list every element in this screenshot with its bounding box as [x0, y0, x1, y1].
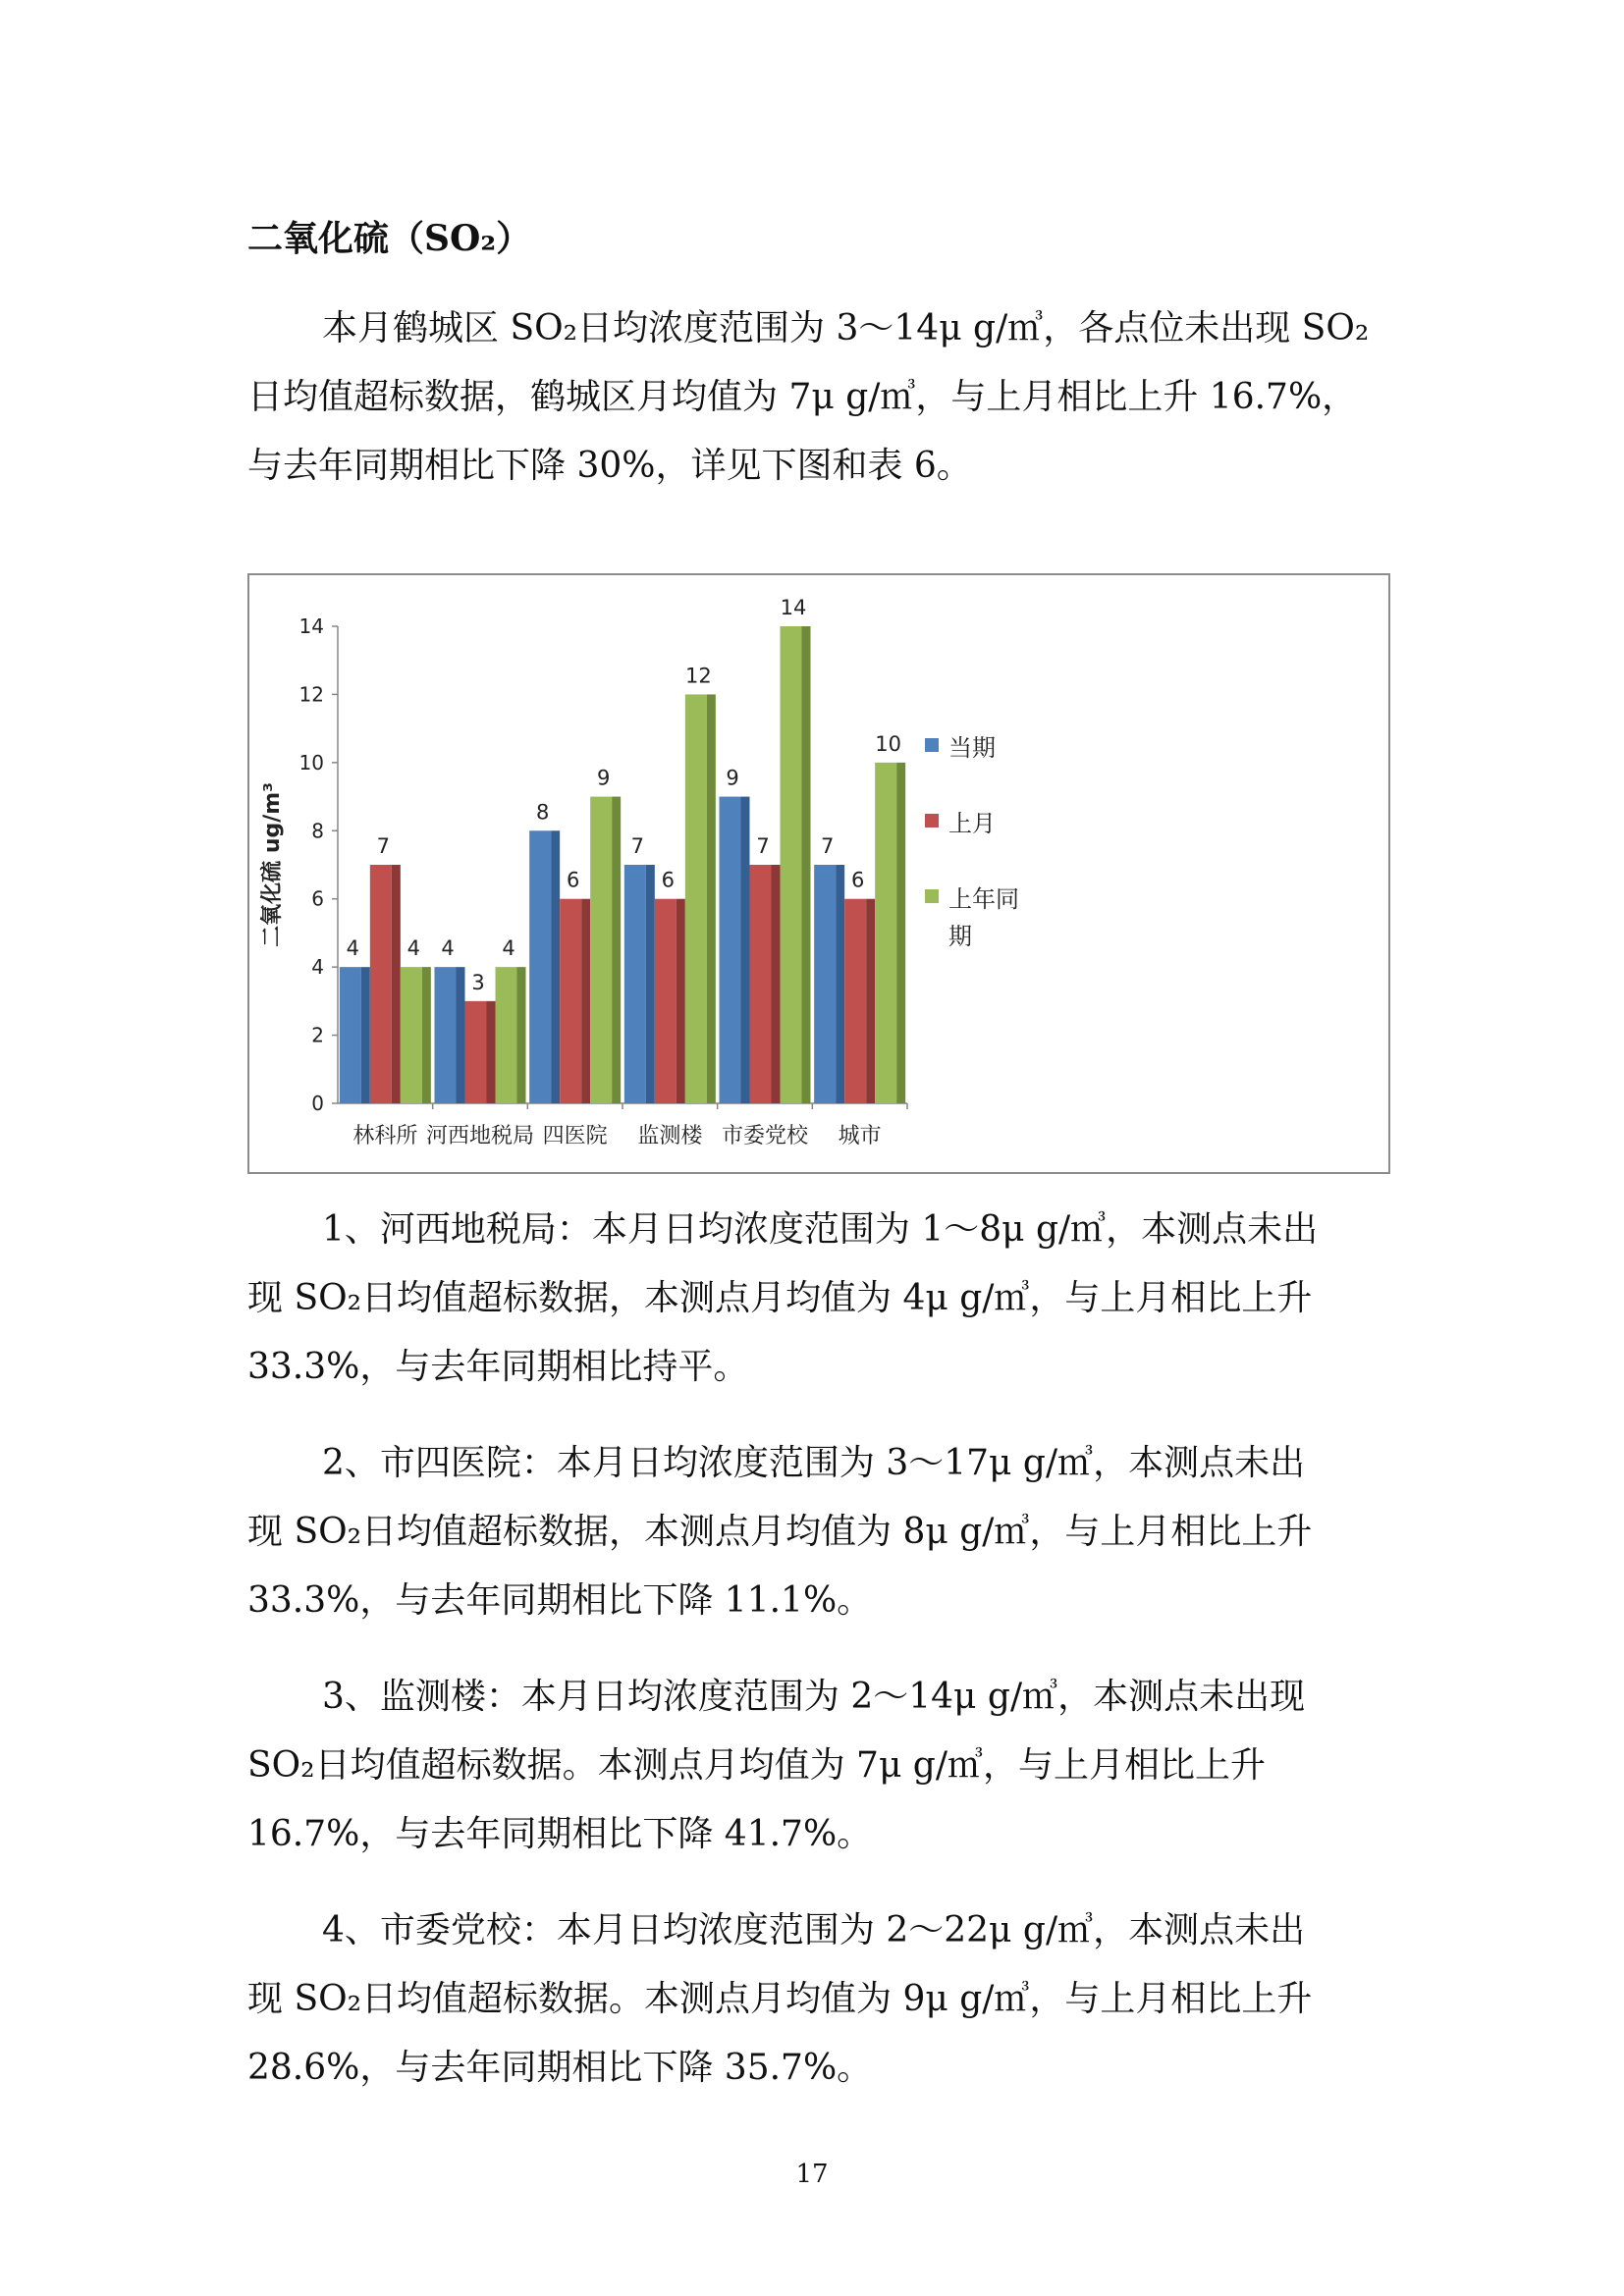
bar-data-label: 9 — [726, 766, 739, 790]
bar-data-label: 10 — [875, 731, 902, 756]
item-line: 现 SO₂日均值超标数据，本测点月均值为 8μ g/㎥，与上月相比上升 — [247, 1512, 1313, 1552]
item-paragraph-2 — [247, 1429, 1406, 1635]
item-line: 现 SO₂日均值超标数据。本测点月均值为 9μ g/㎥，与上月相比上升 — [247, 1979, 1313, 2019]
legend-label: 当期 — [948, 734, 996, 762]
y-tick-label: 12 — [298, 682, 324, 707]
bar-side — [457, 967, 465, 1103]
intro-line: 与去年同期相比下降 30%，详见下图和表 6。 — [247, 446, 972, 486]
legend-swatch — [925, 889, 939, 903]
bar-data-label: 12 — [684, 664, 712, 688]
legend-swatch — [925, 738, 939, 752]
bar-side — [581, 899, 590, 1103]
section-heading: 二氧化硫（SO₂） — [247, 218, 532, 259]
bar-data-label: 6 — [566, 868, 580, 892]
y-tick-label: 8 — [311, 819, 324, 843]
bar — [401, 967, 422, 1103]
item-line: 33.3%，与去年同期相比下降 11.1%。 — [247, 1580, 873, 1621]
legend-label: 上年同 — [948, 885, 1019, 913]
y-tick-label: 0 — [311, 1092, 324, 1115]
legend-label: 期 — [948, 923, 972, 950]
y-axis-title: 二氧化硫 ug/m³ — [260, 782, 285, 947]
bar-side — [422, 967, 431, 1103]
bar-data-label: 8 — [535, 800, 550, 825]
x-category-label: 监测楼 — [637, 1124, 703, 1148]
bar-data-label: 4 — [346, 936, 360, 961]
bar-data-label: 7 — [630, 834, 645, 858]
bar-side — [392, 865, 401, 1103]
item-line: 3、监测楼：本月日均浓度范围为 2～14μ g/㎥，本测点未出现 — [322, 1677, 1306, 1717]
y-tick-label: 2 — [311, 1023, 324, 1047]
bar-side — [802, 626, 811, 1103]
bar — [781, 626, 802, 1103]
bar-data-label: 9 — [596, 766, 611, 790]
bar — [560, 899, 581, 1103]
bar-side — [612, 797, 621, 1103]
bar-data-label: 7 — [376, 834, 391, 858]
bar-side — [646, 865, 655, 1103]
bar-side — [487, 1001, 496, 1103]
bar-side — [866, 899, 875, 1103]
bar — [720, 797, 741, 1103]
legend-label: 上月 — [948, 810, 996, 837]
bar-data-label: 4 — [441, 936, 455, 961]
y-tick-label: 4 — [311, 955, 324, 980]
y-tick-label: 14 — [298, 614, 324, 638]
bar — [655, 899, 677, 1103]
item-line: 28.6%，与去年同期相比下降 35.7%。 — [247, 2048, 873, 2088]
intro-line: 日均值超标数据，鹤城区月均值为 7μ g/㎥，与上月相比上升 16.7%， — [247, 377, 1358, 417]
bar — [750, 865, 772, 1103]
x-category-label: 河西地税局 — [425, 1124, 535, 1148]
bar — [875, 763, 896, 1103]
bar-side — [677, 899, 685, 1103]
bar — [496, 967, 517, 1103]
bar — [340, 967, 361, 1103]
bar — [465, 1001, 487, 1103]
intro-line: 本月鹤城区 SO₂日均浓度范围为 3～14μ g/㎥，各点位未出现 SO₂ — [322, 308, 1370, 348]
y-tick-label: 10 — [298, 750, 324, 774]
x-category-label: 四医院 — [542, 1124, 608, 1148]
bar — [590, 797, 612, 1103]
bar-data-label: 14 — [780, 596, 807, 619]
bar — [624, 865, 646, 1103]
bar — [685, 694, 707, 1103]
item-line: 33.3%，与去年同期相比持平。 — [247, 1347, 749, 1387]
item-paragraph-3 — [247, 1663, 1406, 1869]
x-category-label: 城市 — [838, 1124, 882, 1148]
bar-side — [741, 797, 750, 1103]
item-line: 4、市委党校：本月日均浓度范围为 2～22μ g/㎥，本测点未出 — [322, 1910, 1306, 1950]
bar-side — [517, 967, 526, 1103]
bar — [844, 899, 866, 1103]
bar — [370, 865, 392, 1103]
bar-side — [772, 865, 781, 1103]
bar-side — [707, 694, 716, 1103]
item-line: SO₂日均值超标数据。本测点月均值为 7μ g/㎥，与上月相比上升 — [247, 1745, 1266, 1786]
item-line: 1、河西地税局：本月日均浓度范围为 1～8μ g/㎥，本测点未出 — [322, 1209, 1319, 1250]
bar-data-label: 4 — [502, 936, 515, 961]
bar-data-label: 7 — [756, 834, 770, 858]
item-paragraph-1 — [247, 1196, 1406, 1402]
bar-data-label: 6 — [850, 868, 865, 892]
bar-data-label: 6 — [661, 868, 676, 892]
bar-data-label: 4 — [406, 936, 421, 961]
x-category-label: 市委党校 — [721, 1124, 809, 1148]
bar-side — [896, 763, 905, 1103]
page-number: 17 — [795, 2160, 829, 2189]
bar — [529, 830, 551, 1103]
bar — [814, 865, 836, 1103]
bar-side — [361, 967, 370, 1103]
chart-canvas — [249, 575, 1388, 1172]
so2-bar-chart — [247, 573, 1390, 1174]
y-tick-label: 6 — [311, 886, 324, 911]
bar — [435, 967, 457, 1103]
intro-paragraph — [247, 294, 1406, 501]
bar-data-label: 3 — [471, 970, 485, 994]
bar-data-label: 7 — [820, 834, 835, 858]
bar-side — [551, 830, 560, 1103]
x-category-label: 林科所 — [352, 1124, 418, 1148]
item-line: 16.7%，与去年同期相比下降 41.7%。 — [247, 1814, 873, 1854]
item-line: 现 SO₂日均值超标数据，本测点月均值为 4μ g/㎥，与上月相比上升 — [247, 1278, 1313, 1318]
item-paragraph-4 — [247, 1896, 1406, 2103]
legend-swatch — [925, 814, 939, 828]
bar-side — [836, 865, 844, 1103]
item-line: 2、市四医院：本月日均浓度范围为 3～17μ g/㎥，本测点未出 — [322, 1443, 1306, 1483]
